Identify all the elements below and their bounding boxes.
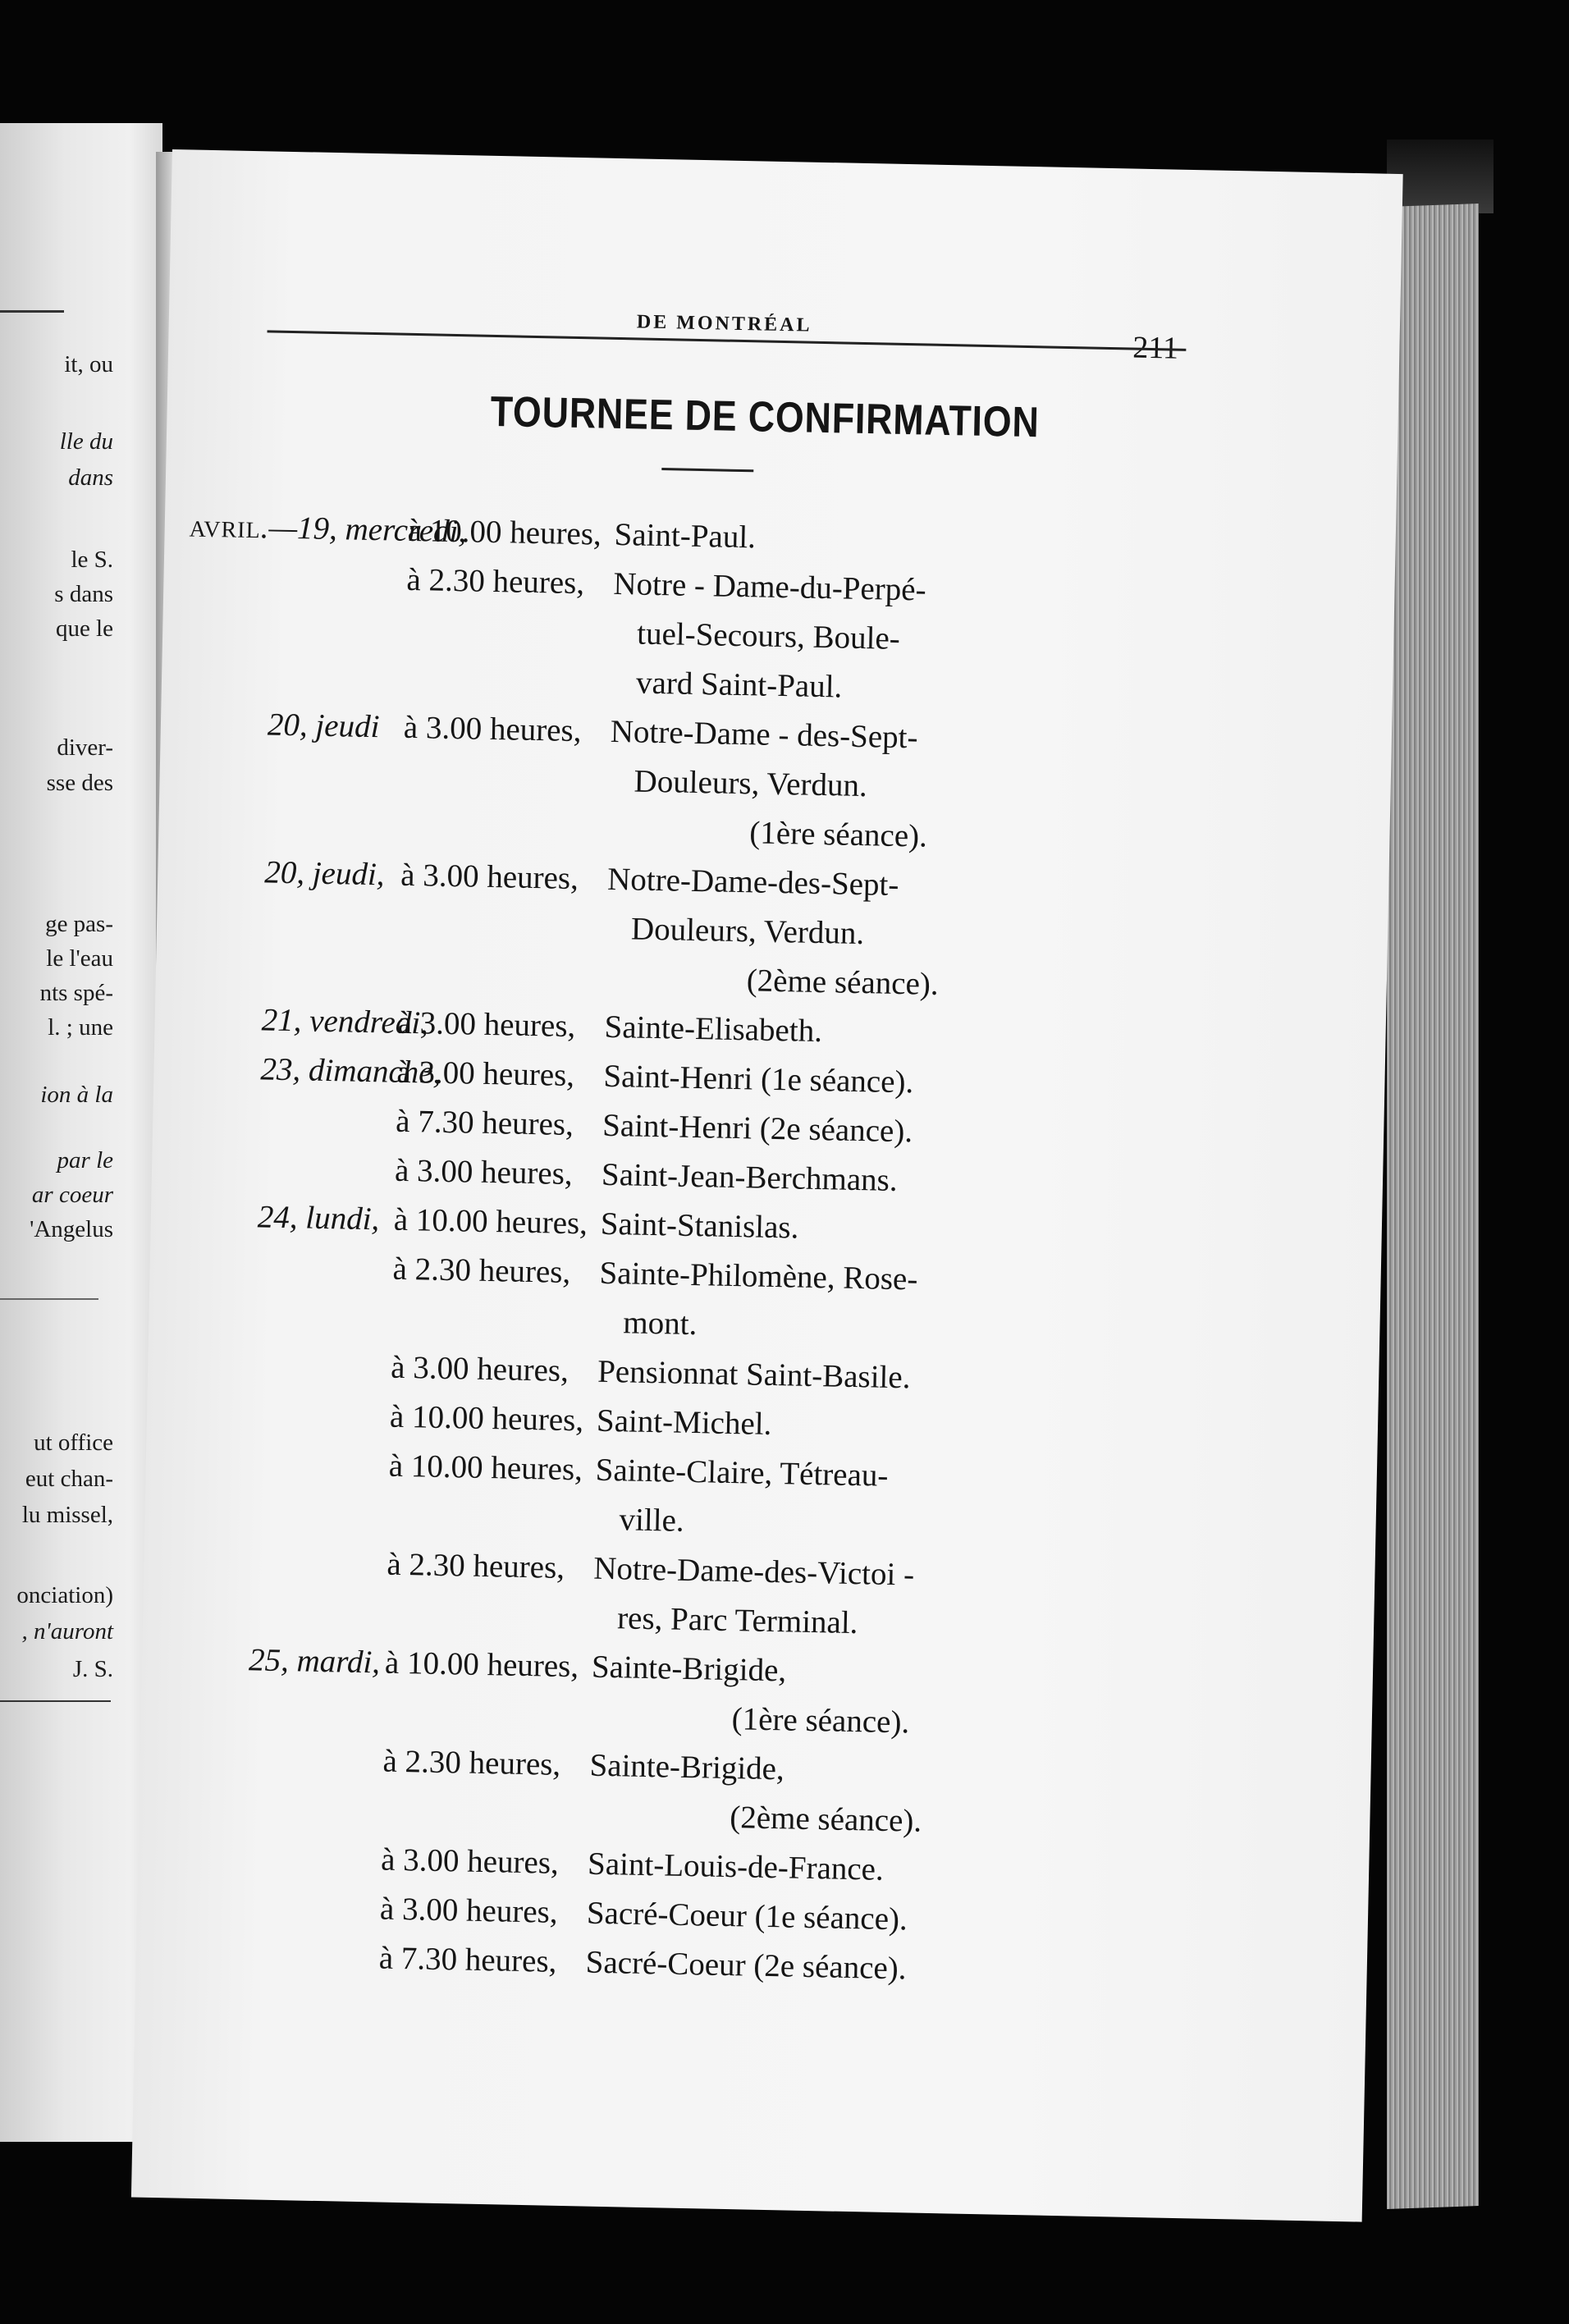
schedule-time: à 7.30 heures, xyxy=(378,1940,557,1979)
schedule-time: à 2.30 heures, xyxy=(382,1743,561,1782)
schedule-date: 21, vendredi, xyxy=(261,1002,429,1041)
schedule-place-continuation: Douleurs, Verdun. xyxy=(630,911,865,952)
schedule-place: Saint-Stanislas. xyxy=(600,1205,799,1246)
schedule-time: à 2.30 heures, xyxy=(387,1546,565,1585)
schedule-place: Notre - Dame-du-Perpé- xyxy=(613,565,927,608)
schedule-place-continuation: vard Saint-Paul. xyxy=(635,665,843,705)
left-page-line: nts spé- xyxy=(39,980,113,1006)
schedule-time: à 2.30 heures, xyxy=(406,561,585,602)
schedule-place: Saint-Paul. xyxy=(614,516,757,556)
schedule-time: à 3.00 heures, xyxy=(400,857,579,897)
book-page xyxy=(131,149,1403,2222)
schedule-place: Saint-Michel. xyxy=(596,1402,772,1442)
schedule-time: à 3.00 heures, xyxy=(380,1841,560,1881)
schedule-date: 20, jeudi xyxy=(267,707,380,745)
month-label: AVRIL xyxy=(189,516,261,544)
schedule-time: à 3.00 heures, xyxy=(396,1054,575,1094)
left-page-line: dans xyxy=(68,464,113,491)
page-number: 211 xyxy=(1132,330,1179,366)
schedule-place: Sainte-Elisabeth. xyxy=(604,1009,823,1050)
schedule-place-continuation: (2ème séance). xyxy=(729,1800,922,1839)
schedule-time: à 10.00 heures, xyxy=(384,1645,579,1685)
title-rule xyxy=(661,468,753,472)
left-page-rule xyxy=(0,1298,98,1300)
schedule-time: à 3.00 heures, xyxy=(379,1891,559,1930)
schedule-place-continuation: (1ère séance). xyxy=(731,1701,910,1741)
schedule-place-continuation: tuel-Secours, Boule- xyxy=(636,615,901,656)
left-page-line: eut chan- xyxy=(25,1466,113,1492)
schedule-time: à 3.00 heures, xyxy=(390,1349,570,1388)
schedule-place: Saint-Henri (2e séance). xyxy=(602,1107,913,1150)
schedule-place: Pensionnat Saint-Basile. xyxy=(597,1353,911,1396)
running-head: DE MONTRÉAL xyxy=(636,311,812,336)
schedule-place-continuation: (1ère séance). xyxy=(748,815,928,854)
schedule-place: Saint-Louis-de-France. xyxy=(587,1846,885,1887)
schedule-time: à 7.30 heures, xyxy=(395,1103,574,1143)
date-text: .—19, mercredi, xyxy=(260,510,467,550)
left-page-line: par le xyxy=(57,1147,113,1173)
schedule-time: à 2.30 heures, xyxy=(392,1251,571,1291)
schedule-time: à 3.00 heures, xyxy=(403,709,582,749)
schedule-place: Sainte-Brigide, xyxy=(591,1649,787,1689)
schedule-place: Sacré-Coeur (1e séance). xyxy=(586,1895,908,1937)
left-page-line: sse des xyxy=(46,770,113,796)
left-page-rule xyxy=(0,1700,111,1702)
schedule-time: à 10.00 heures, xyxy=(407,512,602,552)
schedule-place: Notre-Dame - des-Sept- xyxy=(610,713,918,756)
book-page-edges xyxy=(1387,204,1479,2209)
schedule-place-continuation: mont. xyxy=(622,1305,698,1343)
page-title: TOURNEE DE CONFIRMATION xyxy=(490,387,1041,447)
left-page-line: s dans xyxy=(54,581,113,607)
schedule-place: Sainte-Brigide, xyxy=(589,1747,785,1787)
left-page-line: 'Angelus xyxy=(30,1216,113,1242)
left-page-line: lle du xyxy=(59,428,113,455)
left-page-line: que le xyxy=(55,615,113,642)
schedule-place: Sainte-Philomène, Rose- xyxy=(599,1255,918,1297)
schedule-place-continuation: (2ème séance). xyxy=(746,963,940,1002)
left-page-rule xyxy=(0,310,64,313)
schedule-place: Saint-Jean-Berchmans. xyxy=(601,1156,899,1198)
schedule-date: 23, dimanche, xyxy=(260,1051,441,1091)
schedule-place-continuation: res, Parc Terminal. xyxy=(616,1600,858,1641)
schedule-time: à 3.00 heures, xyxy=(397,1004,576,1045)
left-page-line: ion à la xyxy=(40,1082,113,1108)
left-page-line: le l'eau xyxy=(46,945,113,972)
left-page-line: , n'auront xyxy=(21,1618,113,1645)
left-page-line: onciation) xyxy=(16,1582,113,1608)
schedule-place: Notre-Dame-des-Victoi - xyxy=(592,1550,915,1593)
schedule-date: 24, lundi, xyxy=(257,1199,380,1237)
schedule-time: à 10.00 heures, xyxy=(389,1398,584,1439)
schedule-place: Sainte-Claire, Tétreau- xyxy=(595,1452,889,1494)
schedule-place-continuation: Douleurs, Verdun. xyxy=(634,763,868,804)
schedule-date: 25, mardi, xyxy=(248,1642,381,1681)
schedule-date: 20, jeudi, xyxy=(263,854,385,893)
left-page-line: ar coeur xyxy=(31,1182,113,1208)
schedule-time: à 10.00 heures, xyxy=(388,1448,583,1488)
left-page-line: it, ou xyxy=(64,351,113,377)
schedule-place: Saint-Henri (1e séance). xyxy=(603,1058,914,1100)
left-page-line: ge pas- xyxy=(45,911,113,937)
left-page-line: J. S. xyxy=(72,1656,113,1682)
left-page-line: diver- xyxy=(57,734,113,761)
schedule-time: à 10.00 heures, xyxy=(393,1201,588,1242)
left-page-line: l. ; une xyxy=(48,1014,113,1041)
left-page-line: le S. xyxy=(71,547,113,573)
schedule-time: à 3.00 heures, xyxy=(394,1152,574,1192)
left-page-line: ut office xyxy=(34,1430,113,1456)
left-page-line: lu missel, xyxy=(21,1502,113,1528)
schedule-place: Notre-Dame-des-Sept- xyxy=(606,861,899,903)
schedule-place-continuation: ville. xyxy=(619,1502,685,1539)
schedule-place: Sacré-Coeur (2e séance). xyxy=(585,1944,907,1987)
